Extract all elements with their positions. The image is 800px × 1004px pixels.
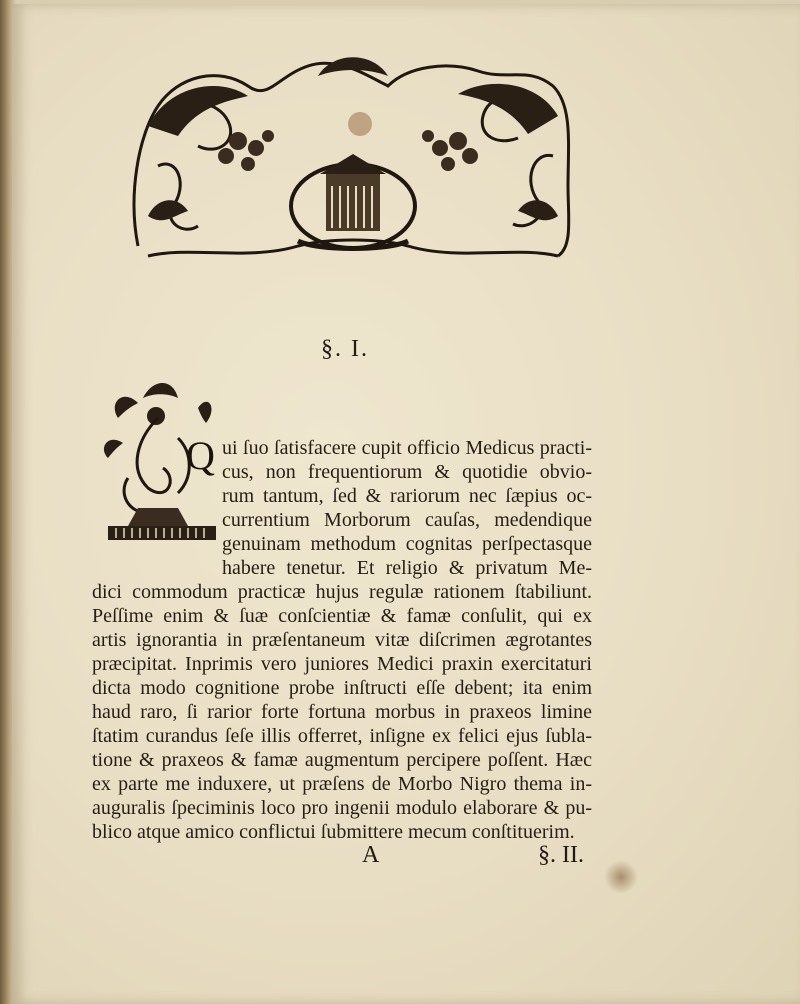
- initial-letter: Q: [186, 433, 215, 478]
- paragraph-line: ex parte me induxere, ut præſens de Morbo Nigro thema in-: [92, 773, 592, 795]
- paragraph-line: artis ignorantia in præſentaneum vitæ diſcrimen ægrotantes: [92, 629, 592, 651]
- paragraph-line: habere tenetur. Et religio & privatum Me-: [222, 557, 592, 579]
- paragraph-line: ui ſuo ſatisfacere cupit officio Medicus practi-: [222, 437, 592, 459]
- section-heading: §. I.: [321, 336, 369, 362]
- paragraph-line: genuinam methodum cognitas perſpectasque: [222, 533, 592, 555]
- paragraph-line: ſtatim curandus ſeſe illis offerret, inſigne ex felici ejus ſubla-: [92, 725, 592, 747]
- ink-stain: [604, 860, 638, 894]
- paragraph-line: tione & praxeos & famæ augmentum percipere poſſent. Hæc: [92, 749, 592, 771]
- paragraph-line: præcipitat. Inprimis vero juniores Medici praxin exercitaturi: [92, 653, 592, 675]
- paragraph-line: dicta modo cognitione probe inſtructi eſſe debent; ita enim: [92, 677, 592, 699]
- paragraph-line: cus, non frequentiorum & quotidie obvio-: [222, 461, 592, 483]
- paragraph-line: currentium Morborum cauſas, medendique: [222, 509, 592, 531]
- paragraph-line: rum tantum, ſed & rariorum nec ſæpius oc-: [222, 485, 592, 507]
- paragraph-line: Peſſime enim & ſuæ conſcientiæ & famæ conſulit, qui ex: [92, 605, 592, 627]
- paragraph-line: haud raro, ſi rarior forte fortuna morbus in praxeos limine: [92, 701, 592, 723]
- paragraph-line: auguralis ſpeciminis loco pro ingenii modulo elaborare & pu-: [92, 797, 592, 819]
- paragraph-line: blico atque amico conflictui ſubmittere mecum conſtituerim.: [92, 821, 575, 843]
- signature-mark: A: [362, 842, 380, 868]
- catchword: §. II.: [538, 842, 584, 868]
- paragraph-line: dici commodum practicæ hujus regulæ rationem ſtabiliunt.: [92, 581, 592, 603]
